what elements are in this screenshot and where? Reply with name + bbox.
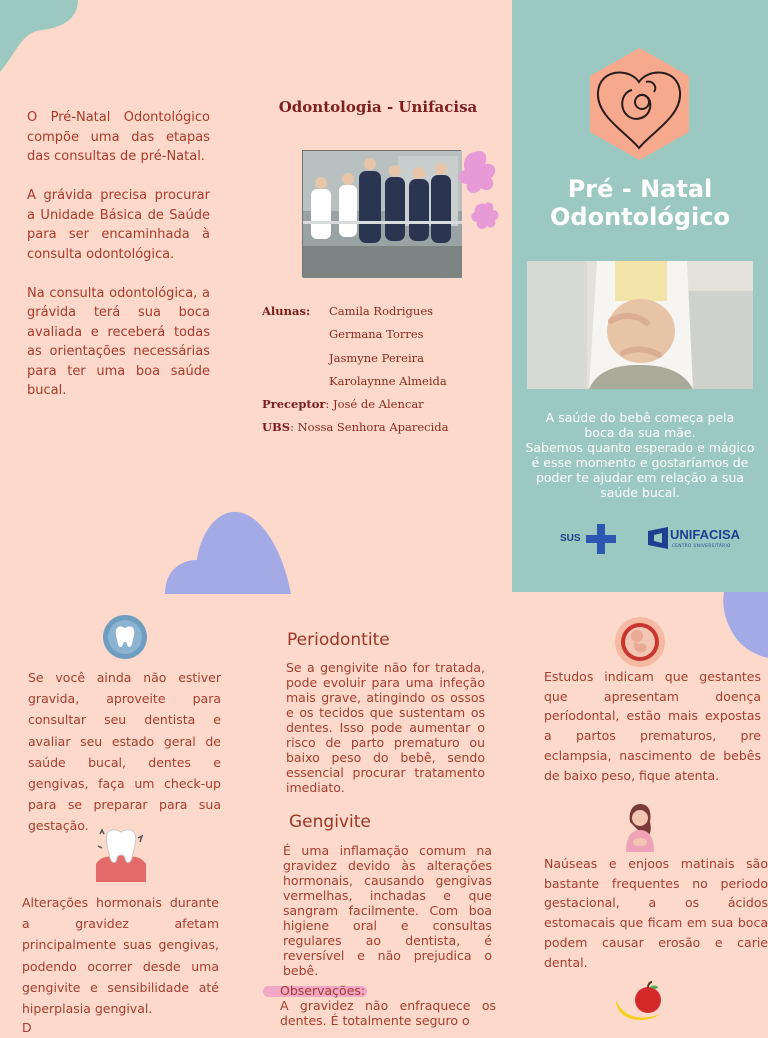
tagline-line: A saúde do bebê começa pela boca da sua mãe. xyxy=(545,410,735,440)
credits-row xyxy=(262,323,502,346)
fruit-icon xyxy=(614,982,666,1024)
periodontite-text: Se a gengivite não for tratada, pode evoluir para uma infeção mais grave, atingindo os ossos e os tecidos que sustentam os dentes. Isso pode aumentar o risco de parto prematuro ou baixo peso do bebê, sendo essencial procurar tratamento imediato. xyxy=(286,660,485,795)
tooth-icon xyxy=(102,614,148,660)
intro-paragraph-2: A grávida precisa procurar a Unidade Básica de Saúde para ser encaminhada à consulta odontológica. xyxy=(27,188,210,262)
cover-title xyxy=(512,175,768,231)
ubs-label: UBS xyxy=(262,420,291,435)
cut-off-text: D xyxy=(22,1020,32,1035)
cover-title-line: Odontológico xyxy=(550,203,730,231)
unifacisa-logo xyxy=(648,525,746,551)
intro-text-block xyxy=(27,108,210,420)
credits-row xyxy=(262,300,502,323)
teal-corner-blob xyxy=(0,0,80,75)
observations-heading xyxy=(263,984,370,998)
sus-logo xyxy=(560,524,618,554)
lavender-corner-blob xyxy=(722,592,768,658)
gengivite-text: É uma inflamação comum na gravidez devido às alterações hormonais, causando gengivas vermelhas, inchadas e que sangram facilmente. Com boa higiene oral e consultas regulares ao dentista, é reversível e não prejudica o bebê. xyxy=(283,843,492,978)
team-photo xyxy=(302,150,461,277)
preceptor-name: : José de Alencar xyxy=(325,397,424,412)
intro-paragraph-1: O Pré-Natal Odontológico compõe uma das etapas das consultas de pré-Natal. xyxy=(27,110,210,164)
cover-tagline xyxy=(520,410,760,500)
credits-block xyxy=(262,300,502,440)
nauseous-woman-icon xyxy=(620,802,660,852)
pink-flower-decoration xyxy=(455,148,505,236)
pregnant-woman-photo xyxy=(527,261,753,389)
credits-row xyxy=(262,347,502,370)
intro-paragraph-3: Na consulta odontológica, a grávida terá sua boca avaliada e receberá todas as orientações necessárias para ter uma boa saúde bucal. xyxy=(27,285,210,398)
student-name: Camila Rodrigues xyxy=(329,304,434,318)
preceptor-label: Preceptor xyxy=(262,397,326,412)
cover-title-line: Pré - Natal xyxy=(567,175,713,203)
pregnancy-heart-hexagon-logo xyxy=(586,46,693,162)
students-label: Alunas: xyxy=(262,304,311,318)
periodontal-risk-text: Estudos indicam que gestantes que apresentam doença períodontal, estão mais expostas a partos prematuros, pre eclampsia, nascimento de bebês de baixo peso, fique atenta. xyxy=(544,669,761,783)
credits-row xyxy=(262,393,502,416)
credits-row xyxy=(262,370,502,393)
student-name: Jasmyne Pereira xyxy=(329,350,424,365)
credits-row xyxy=(262,416,502,439)
lavender-cloud-shape xyxy=(165,510,293,594)
observations-label: Observações: xyxy=(280,983,366,998)
fetus-icon xyxy=(614,616,666,668)
course-title: Odontologia - Unifacisa xyxy=(278,98,478,116)
observations-text: A gravidez não enfraquece os dentes. É totalmente seguro o xyxy=(280,998,496,1028)
sus-logo-text: SUS xyxy=(560,533,581,544)
tagline-line: Sabemos quanto esperado e mágico é esse momento e gostaríamos de poder te ajudar em relação a sua saúde bucal. xyxy=(525,440,755,500)
unifacisa-logo-subtext: CENTRO UNIVERSITÁRIO xyxy=(672,543,731,548)
student-name: Germana Torres xyxy=(329,327,424,342)
unifacisa-logo-text: UNIFACISA xyxy=(670,527,741,542)
sensitive-tooth-icon xyxy=(92,824,150,882)
student-name: Karolaynne Almeida xyxy=(329,373,447,388)
ubs-name: : Nossa Senhora Aparecida xyxy=(290,420,449,435)
hormonal-changes-text: Alterações hormonais durante a gravidez afetam principalmente suas gengivas, podendo ocorrer desde uma gengivite e sensibilidade até hiperplasia gengival. xyxy=(22,895,219,1017)
nausea-text: Naúseas e enjoos matinais são bastante frequentes no periodo gestacional, a os ácidos estomacais que ficam em sua boca podem causar erosão e carie dental. xyxy=(544,856,768,970)
periodontite-heading: Periodontite xyxy=(287,630,390,650)
prepregnancy-checkup-text: Se você ainda não estiver gravida, aproveite para consultar seu dentista e avaliar seu estado geral de saúde bucal, dentes e gengivas, faça um check-up para se preparar para sua gestação. xyxy=(28,670,221,834)
gengivite-heading: Gengivite xyxy=(289,812,371,832)
